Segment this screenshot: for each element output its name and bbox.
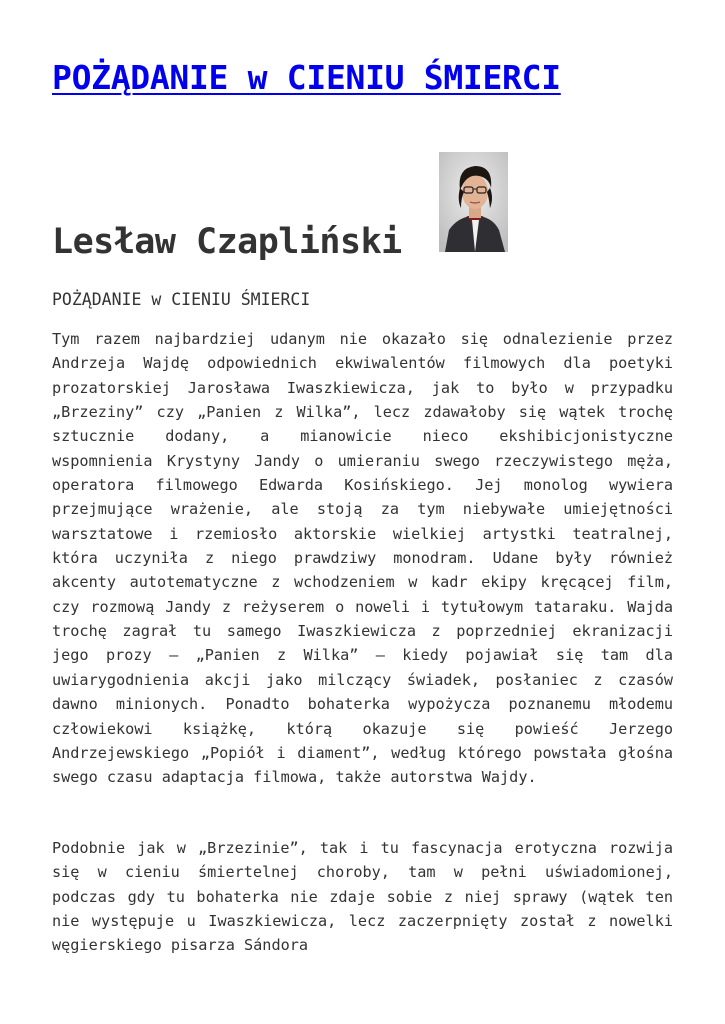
- author-portrait-image: [439, 152, 508, 252]
- article-subtitle: POŻĄDANIE w CIENIU ŚMIERCI: [52, 290, 311, 309]
- article-paragraph: Tym razem najbardziej udanym nie okazało się odnalezienie przez Andrzeja Wajdę odpowiednich ekwiwalentów filmowych dla poetyki prozatorskiej Jarosława Iwaszkiewicza, jak to było w przypadku „Brzeziny” czy „Panien z Wilka”, lecz zdawałoby się wątek trochę sztucznie dodany, a mianowicie nieco ekshibicjonistyczne wspomnienia Krystyny Jandy o umieraniu swego rzeczywistego męża, operatora filmowego Edwarda Kosińskiego. Jej monolog wywiera przejmujące wrażenie, ale stoją za tym niebywałe umiejętności warsztatowe i rzemiosło aktorskie wielkiej artystki teatralnej, która uczyniła z niego prawdziwy monodram. Udane były również akcenty autotematyczne z wchodzeniem w kadr ekipy kręcącej film, czy rozmową Jandy z reżyserem o noweli i tytułowym tataraku. Wajda trochę zagrał tu samego Iwaszkiewicza z poprzedniej ekranizacji jego prozy – „Panien z Wilka” – kiedy pojawiał się tam dla uwiarygodnienia akcji jako milczący świadek, posłaniec z czasów dawno minionych. Ponadto bohaterka wypożycza poznanemu młodemu człowiekowi książkę, którą okazuje się powieść Jerzego Andrzejewskiego „Popiół i diament”, według którego powstała głośna swego czasu adaptacja filmowa, także autorstwa Wajdy.: [52, 330, 673, 787]
- author-header: [52, 152, 673, 262]
- article-paragraph: Podobnie jak w „Brzezinie”, tak i tu fascynacja erotyczna rozwija się w cieniu śmiertelnej choroby, tam w pełni uświadomionej, podczas gdy tu bohaterka nie zdaje sobie z niej sprawy (wątek ten nie występuje u Iwaszkiewicza, lecz zaczerpnięty został z nowelki węgierskiego pisarza Sándora: [52, 839, 673, 955]
- article-title-link[interactable]: POŻĄDANIE w CIENIU ŚMIERCI: [52, 58, 561, 97]
- author-name: Lesław Czapliński: [52, 222, 402, 262]
